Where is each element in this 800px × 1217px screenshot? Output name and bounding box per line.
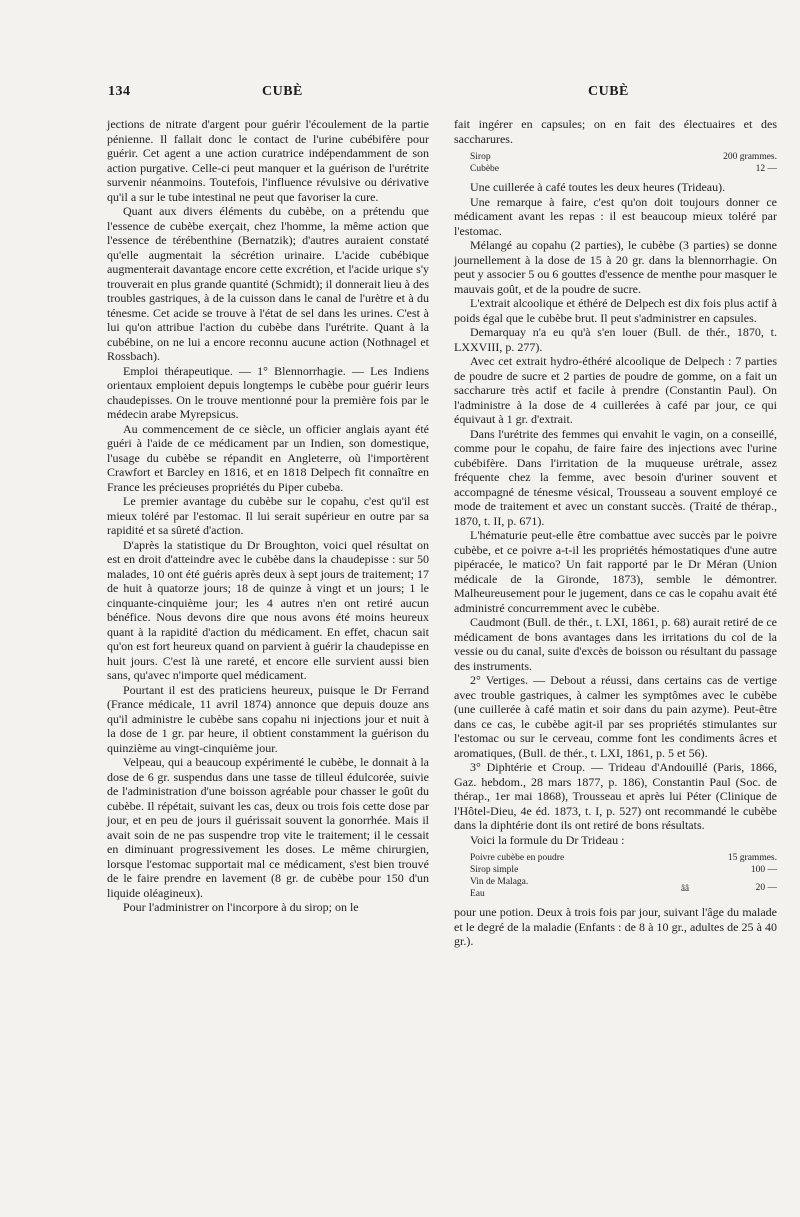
paragraph: D'après la statistique du Dr Broughton, voici quel résultat on est en droit d'atteindre avec le cubèbe dans la chaudepisse : sur 50 malades, 10 ont été guéris après deux à sept jours de traitement; 17 de huit à quatorze jours; 18 de quinze à vingt et un jours; 1 le cinquante-cinquième jour; les 4 autres n'en ont retiré aucun bénéfice. Nous devons dire que nous avons été moins heureux quant à la rapidité d'action du médicament. En effet, chacun sait qu'on est fort heureux quand on parvient à guérir la chaudepisse en huit jours. C'est là une rareté, et encore elle survient aussi bien sans, qu'avec n'importe quel médicament. bbox=[107, 537, 429, 682]
braced-ingredients bbox=[470, 876, 777, 900]
recipe-line bbox=[470, 852, 777, 864]
paragraph: L'hématurie peut-elle être combattue avec succès par le poivre cubèbe, et ce poivre a-t-il les propriétés hémostatiques d'une autre pipéracée, le matico? Un fait rapporté par le Dr Méran (Union médicale de la Gironde, 1873), semble le démontrer. Malheureusement pour le jugement, dans ce cas le copahu avait été administré concurremment avec le cubèbe. bbox=[454, 528, 777, 615]
ingredient-quantity: 100 — bbox=[750, 865, 777, 875]
page-number: 134 bbox=[108, 84, 131, 99]
potion-recipe bbox=[470, 852, 777, 900]
right-column-title: CUBÈ bbox=[588, 84, 629, 99]
paragraph: Dans l'urétrite des femmes qui envahit le vagin, on a conseillé, comme pour le copahu, de faire faire des injections avec l'urine cubébifère. Dans l'irritation de la muqueuse urétrale, assez fréquente chez la femme, avec besoin d'uriner souvent et accompagné de ténesme vésical, Trousseau a souvent employé ce mode de traitement et avec un constant succès. (Traité de thérap., 1870, t. II, p. 671). bbox=[454, 426, 777, 528]
recipe-line bbox=[470, 151, 777, 163]
paragraph: Pourtant il est des praticiens heureux, puisque le Dr Ferrand (France médicale, 11 avril 1874) annonce que depuis douze ans qu'il administre le cubèbe sans copahu ni injections jour et nuit à la dose de 1 gr. par heure, il obtient constamment la guérison du quinzième au vingt-cinquième jour. bbox=[107, 682, 429, 755]
ingredient-quantity: 20 — bbox=[755, 883, 777, 893]
paragraph: Avec cet extrait hydro-éthéré alcoolique de Delpech : 7 parties de poudre de sucre et 2 parties de poudre de gomme, on a fait un saccharure très actif et facile à prendre (Constantin Paul). On l'administre à la dose de 4 cuillerées à café par jour, ce qui équivaut à 1 gr. d'extrait. bbox=[454, 354, 777, 426]
paragraph: pour une potion. Deux à trois fois par jour, suivant l'âge du malade et le degré de la maladie (Enfants : de 8 à 10 gr., adultes de 25 à 40 gr.). bbox=[454, 905, 777, 948]
left-column bbox=[107, 117, 429, 915]
paragraph: jections de nitrate d'argent pour guérir l'écoulement de la partie pénienne. Il fallait donc le contact de l'urine cubébifère pour guérir. Cet agent a une action curatrice indépendamment de son action purgative. Celle-ci peut manquer et la guérison de l'urétrite survenir néanmoins. Toutefois, l'influence révulsive ou dérivative qu'il a sur le tube intestinal ne peut que favoriser la cure. bbox=[107, 117, 429, 204]
paragraph: Une remarque à faire, c'est qu'on doit toujours donner ce médicament avant les repas : il est beaucoup mieux toléré par l'estomac. bbox=[454, 194, 777, 238]
running-header bbox=[0, 84, 800, 104]
paragraph: Caudmont (Bull. de thér., t. LXI, 1861, p. 68) aurait retiré de ce médicament de bons avantages dans les irritations du col de la vessie ou du canal, suite d'excès de boisson ou résultant du passage des instruments. bbox=[454, 615, 777, 673]
ingredient-name: Cubèbe bbox=[470, 164, 500, 174]
paragraph: Le premier avantage du cubèbe sur le copahu, c'est qu'il est mieux toléré par l'estomac. Il lui serait supérieur en outre par sa rapidité et sa sûreté d'action. bbox=[107, 494, 429, 537]
paragraph: Au commencement de ce siècle, un officier anglais ayant été guéri à l'aide de ce médicament par un Indien, son domestique, l'usage du cubèbe se répandit en Angleterre, où l'importèrent Crawfort et Barcley en 1816, et en 1818 Delpech fit connaître en France les précieuses propriétés du Piper cubeba. bbox=[107, 421, 429, 494]
ingredient-quantity: 200 grammes. bbox=[723, 152, 777, 162]
ingredient-name: Vin de Malaga. bbox=[470, 877, 529, 887]
paragraph: Voici la formule du Dr Trideau : bbox=[470, 832, 625, 847]
ingredient-quantity: 15 grammes. bbox=[727, 853, 777, 863]
ingredient-name: Sirop simple bbox=[470, 865, 519, 875]
paragraph: Demarquay n'a eu qu'à s'en louer (Bull. de thér., 1870, t. LXXVIII, p. 277). bbox=[454, 325, 777, 354]
ana-abbreviation: ââ bbox=[681, 883, 689, 893]
paragraph: 2° Vertiges. — Debout a réussi, dans certains cas de vertige avec trouble gastriques, à calmer les symptômes avec le cubèbe (une cuillerée à café matin et soir dans du pain azyme). Peut-être dans ce cas, le cubèbe agit-il par ses propriétés stimulantes sur l'estomac ou sur le cerveau, comme font les condiments âcres et aromatiques, (Bull. de thér., t. LXI, 1861, p. 5 et 56). bbox=[454, 673, 777, 760]
syrup-recipe bbox=[470, 151, 777, 175]
paragraph: Emploi thérapeutique. — 1° Blennorrhagie. — Les Indiens orientaux emploient depuis longtemps le cubèbe pour guérir leurs chaudepisses. On le trouve mentionné pour la première fois par le médecin arabe Myrepsicus. bbox=[107, 363, 429, 421]
paragraph: fait ingérer en capsules; on en fait des électuaires et des saccharures. bbox=[454, 117, 777, 146]
ingredient-name: Sirop bbox=[470, 152, 491, 162]
ingredient-quantity: 12 — bbox=[755, 164, 777, 174]
recipe-line bbox=[470, 864, 777, 876]
recipe-line bbox=[470, 163, 777, 175]
right-column bbox=[454, 117, 777, 949]
paragraph: Mélangé au copahu (2 parties), le cubèbe (3 parties) se donne journellement à la dose de 15 à 20 gr. dans la blennorrhagie. On peut y associer 5 ou 6 gouttes d'essence de menthe pour masquer le mauvais goût, et de la poudre de sucre. bbox=[454, 238, 777, 296]
paragraph: Quant aux divers éléments du cubèbe, on a prétendu que l'essence de cubèbe exerçait, chez l'homme, la même action que l'essence de térébenthine (Bernatzik); d'autres auraient constaté qu'elle augmentait la sécrétion urinaire. L'acide cubébique augmenterait davantage encore cette excrétion, et l'acide urique s'y trouverait en plus grande quantité (Schmidt); il donnerait lieu à des troubles gastriques, à de la cuisson dans le canal de l'urètre et à du ténesme. Cet acide se trouve à l'état de sel dans les urines. C'est à lui qu'on attribue l'action du cubèbe dans l'urétrite. Quant à la cubébine, on ne lui a encore reconnu aucune action (Nothnagel et Rossbach). bbox=[107, 204, 429, 363]
paragraph: Une cuillerée à café toutes les deux heures (Trideau). bbox=[470, 180, 726, 194]
paragraph: Pour l'administrer on l'incorpore à du sirop; on le bbox=[123, 900, 359, 914]
left-column-title: CUBÈ bbox=[262, 84, 303, 99]
ingredient-name: Eau bbox=[470, 889, 485, 899]
paragraph: 3° Diphtérie et Croup. — Trideau d'Andouillé (Paris, 1866, Gaz. hebdom., 28 mars 1877, p. 186), Constantin Paul (Soc. de thérap., 1er mai 1868), Trousseau et après lui Péter (Clinique de l'Hôtel-Dieu, 4e éd. 1873, t. I, p. 527) ont recommandé le cubèbe dans la diphtérie dont ils ont retiré de bons résultats. bbox=[454, 760, 777, 832]
paragraph: Velpeau, qui a beaucoup expérimenté le cubèbe, le donnait à la dose de 6 gr. suspendus dans une tasse de tilleul édulcorée, suivie de l'administration d'une boisson agréable pour chasser le goût du cubèbe. Il répétait, suivant les cas, deux ou trois fois cette dose par jour, et en peu de jours il guérissait souvent la gonorrhée. Mais il avait soin de ne pas suspendre trop vite le traitement; il le cessait en diminuant progressivement les doses. Le même chirurgien, lorsque l'estomac supportait mal ce médicament, s'est bien trouvé de le faire prendre en lavement (8 gr. de cubèbe pour 150 d'un liquide oléagineux). bbox=[107, 755, 429, 900]
paragraph: L'extrait alcoolique et éthéré de Delpech est dix fois plus actif à poids égal que le cubèbe brut. Il peut s'administrer en capsules. bbox=[454, 296, 777, 325]
ingredient-name: Poivre cubèbe en poudre bbox=[470, 853, 565, 863]
